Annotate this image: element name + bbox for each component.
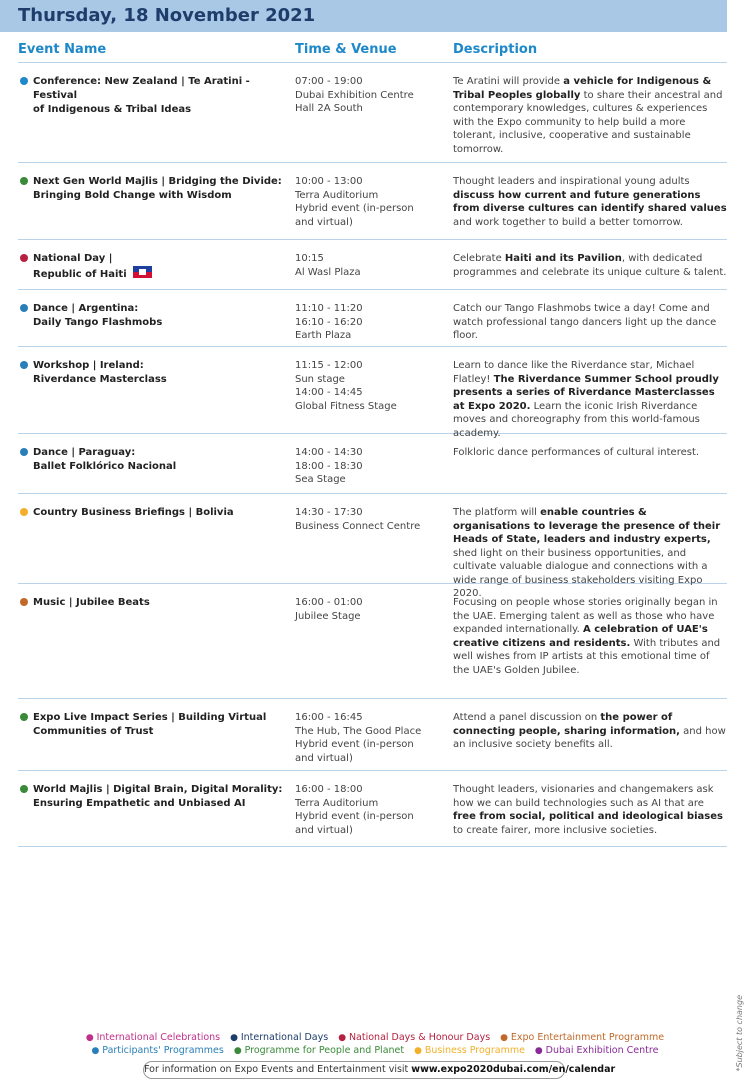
description-text: The platform will [453,507,541,518]
time-venue-line: 18:00 - 18:30 [295,460,363,472]
time-venue [295,596,440,623]
event-name-line: Republic of Haiti [33,269,127,280]
description-text: Thought leaders, visionaries and changemakers ask how we can build technologies such as AI that are [453,784,714,809]
category-dot-icon [20,598,28,606]
legend-item [234,1045,404,1056]
time-venue-line: 10:00 - 13:00 [295,176,363,187]
legend-dot-icon: ● [534,1046,546,1056]
event-row [18,347,727,439]
category-dot-icon [20,785,28,793]
time-venue-line: Global Fitness Stage [295,400,397,412]
event-name-line: Riverdance Masterclass [33,374,167,385]
events-table [18,63,727,847]
description-text: Folkloric dance performances of cultural interest. [453,447,700,458]
legend-item [414,1045,525,1056]
description-highlight: a vehicle for Indigenous & Tribal Peoples globally [453,76,712,101]
event-name [33,175,283,203]
event-name [33,711,283,739]
event-name-line: Conference: New Zealand | Te Aratini - Festival [33,76,250,101]
description-text: Learn to dance like the Riverdance star, Michael Flatley! [453,360,695,385]
event-description [453,175,727,229]
time-venue-line: Terra Auditorium [295,797,379,809]
time-venue-line: Hybrid event (in-person [295,811,414,822]
description-text: Te Aratini will provide [453,76,564,87]
event-row [18,584,727,699]
legend-item [86,1032,220,1043]
category-dot-icon [20,713,28,721]
time-venue-line: Hall 2A South [295,103,363,114]
time-venue [295,359,440,413]
category-dot-icon [20,508,28,516]
time-venue-line: Hybrid event (in-person [295,203,414,214]
description-text: to create fairer, more inclusive societies. [453,824,658,836]
time-venue-line: Earth Plaza [295,330,352,341]
legend-label: Business Programme [424,1045,525,1056]
time-venue-line: 10:15 [295,253,324,264]
event-name-line: Next Gen World Majlis | Bridging the Divide: [33,176,282,187]
time-venue-line: Al Wasl Plaza [295,266,361,278]
category-dot-icon [20,77,28,85]
event-name-line: Music | Jubilee Beats [33,597,150,608]
event-row [18,290,727,347]
description-highlight: free from social, political and ideological biases [453,811,723,822]
time-venue [295,783,440,837]
time-venue-line: 16:10 - 16:20 [295,316,363,328]
time-venue-line: 16:00 - 16:45 [295,712,363,723]
description-text: and how an inclusive society benefits all. [453,725,726,750]
time-venue-line: Business Connect Centre [295,520,421,532]
time-venue-line: Sun stage [295,373,345,385]
category-dot-icon [20,304,28,312]
event-name-line: Workshop | Ireland: [33,360,144,371]
time-venue-line: 11:10 - 11:20 [295,303,363,314]
legend-dot-icon: ● [414,1046,425,1056]
event-row [18,434,727,494]
description-text: Attend a panel discussion on [453,712,601,723]
legend-label: Programme for People and Planet [244,1045,405,1056]
time-venue-line: 07:00 - 19:00 [295,76,363,87]
column-header-event: Event Name [18,42,107,57]
event-name-line: World Majlis | Digital Brain, Digital Morality: [33,784,283,795]
event-row [18,240,727,290]
time-venue-line: and virtual) [295,752,353,764]
time-venue-line: Sea Stage [295,474,346,485]
time-venue-line: 11:15 - 12:00 [295,360,363,371]
time-venue-line: and virtual) [295,824,353,836]
event-name-line: Dance | Paraguay: [33,447,136,458]
time-venue-line: Terra Auditorium [295,189,379,201]
time-venue [295,175,440,229]
event-description [453,252,727,279]
category-dot-icon [20,254,28,262]
event-name-line: Daily Tango Flashmobs [33,317,163,328]
legend-label: Expo Entertainment Programme [510,1032,665,1043]
event-description [453,302,727,343]
time-venue-line: Dubai Exhibition Centre [295,89,414,101]
time-venue-line: The Hub, The Good Place [295,725,422,737]
footer-text: For information on Expo Events and Entertainment visit [144,1064,412,1075]
legend-dot-icon: ● [338,1033,349,1043]
event-name [33,783,283,811]
description-text: , with dedicated programmes and celebrate its unique culture & talent. [453,253,727,278]
haiti-flag-icon [133,266,152,278]
description-highlight: enable countries & organisations to leverage the presence of their Heads of State, leaders and industry experts, [453,507,721,545]
event-description [453,359,727,440]
event-name [33,446,283,474]
description-highlight: The Riverdance Summer School proudly presents a series of Riverdance Masterclasses at Expo 2020. [453,373,719,412]
footer-url[interactable]: www.expo2020dubai.com/en/calendar [411,1064,616,1075]
event-row [18,163,727,240]
legend-dot-icon: ● [85,1033,97,1043]
time-venue-line: 14:00 - 14:30 [295,447,363,458]
legend-dot-icon: ● [91,1046,103,1056]
legend-item [338,1032,490,1043]
time-venue [295,252,440,279]
event-name [33,302,283,330]
legend-label: International Days [240,1032,329,1043]
legend-item [535,1045,659,1056]
description-text: With tributes and well wishes from IP artists at this emotional time of the UAE's Golden Jubilee. [453,637,721,676]
description-text: to share their ancestral and contemporary knowledges, cultures & experiences with the Expo community to help build a more tolerant, inclusive, cooperative and sustainable tomorrow. [453,89,723,155]
description-text: Learn the iconic Irish Riverdance moves and choreography from this world-famous academy. [453,400,700,439]
event-name-line: Dance | Argentina: [33,303,139,314]
description-highlight: the power of connecting people, sharing information, [453,712,680,737]
description-text: Catch our Tango Flashmobs twice a day! Come and watch professional tango dancers light up the dance floor. [453,303,717,341]
event-name [33,596,283,610]
time-venue [295,446,440,487]
legend-item [230,1032,328,1043]
legend-item [92,1045,224,1056]
time-venue [295,302,440,343]
legend-dot-icon: ● [233,1046,245,1056]
event-name [33,359,283,387]
event-row [18,699,727,771]
time-venue-line: and virtual) [295,216,353,228]
event-name-line: Ballet Folklórico Nacional [33,461,177,472]
event-description [453,596,727,677]
legend-dot-icon: ● [230,1033,241,1043]
description-highlight: Haiti and its Pavilion [504,253,622,264]
column-header-description: Description [453,42,538,57]
description-highlight: A celebration of UAE's creative citizens and residents. [453,624,708,649]
time-venue-line: Hybrid event (in-person [295,739,414,750]
legend-item [500,1032,664,1043]
date-heading: Thursday, 18 November 2021 [0,0,727,32]
legend-dot-icon: ● [500,1033,511,1043]
time-venue [295,75,440,116]
time-venue-line: 14:00 - 14:45 [295,387,363,398]
description-text: and work together to build a better tomorrow. [453,216,683,228]
event-row [18,494,727,599]
event-description [453,711,727,752]
event-name-line: of Indigenous & Tribal Ideas [33,104,192,115]
event-name-line: Expo Live Impact Series | Building Virtual [33,712,267,723]
time-venue [295,711,440,765]
category-dot-icon [20,448,28,456]
event-description [453,75,727,156]
column-header-time: Time & Venue [295,42,397,57]
description-highlight: discuss how current and future generations from diverse cultures can identify shared values [453,189,727,214]
legend-label: Dubai Exhibition Centre [545,1045,659,1056]
legend-row-2 [0,1045,750,1056]
legend-row-1 [0,1032,750,1043]
time-venue-line: 16:00 - 01:00 [295,597,363,608]
subject-to-change-note: *Subject to change [735,995,744,1072]
event-row [18,771,727,847]
footer-calendar-link[interactable] [143,1061,616,1079]
event-name-line: Country Business Briefings | Bolivia [33,507,234,518]
event-name [33,75,283,117]
category-dot-icon [20,177,28,185]
event-description [453,446,727,460]
time-venue-line: 14:30 - 17:30 [295,507,363,518]
event-description [453,783,727,837]
category-dot-icon [20,361,28,369]
event-name-line: National Day | [33,253,113,264]
time-venue-line: Jubilee Stage [295,610,361,622]
legend-label: International Celebrations [96,1032,221,1043]
description-text: Focusing on people whose stories originally began in the UAE. Emerging talent as well as those who have expanded internationally. [453,597,718,635]
event-name [33,252,283,282]
description-text: Celebrate [453,253,505,264]
legend-label: National Days & Honour Days [348,1032,491,1043]
time-venue-line: 16:00 - 18:00 [295,784,363,795]
description-text: Thought leaders and inspirational young adults [453,176,690,187]
description-text: shed light on their business opportunities, and cultivate valuable dialogue and connections with a wide range of business stakeholders visiting Expo 2020. [453,547,708,599]
event-name-line: Bringing Bold Change with Wisdom [33,190,232,201]
event-row [18,63,727,163]
time-venue [295,506,440,533]
event-name [33,506,283,520]
legend-label: Participants' Programmes [102,1045,224,1056]
event-name-line: Communities of Trust [33,726,154,737]
event-name-line: Ensuring Empathetic and Unbiased AI [33,798,246,809]
